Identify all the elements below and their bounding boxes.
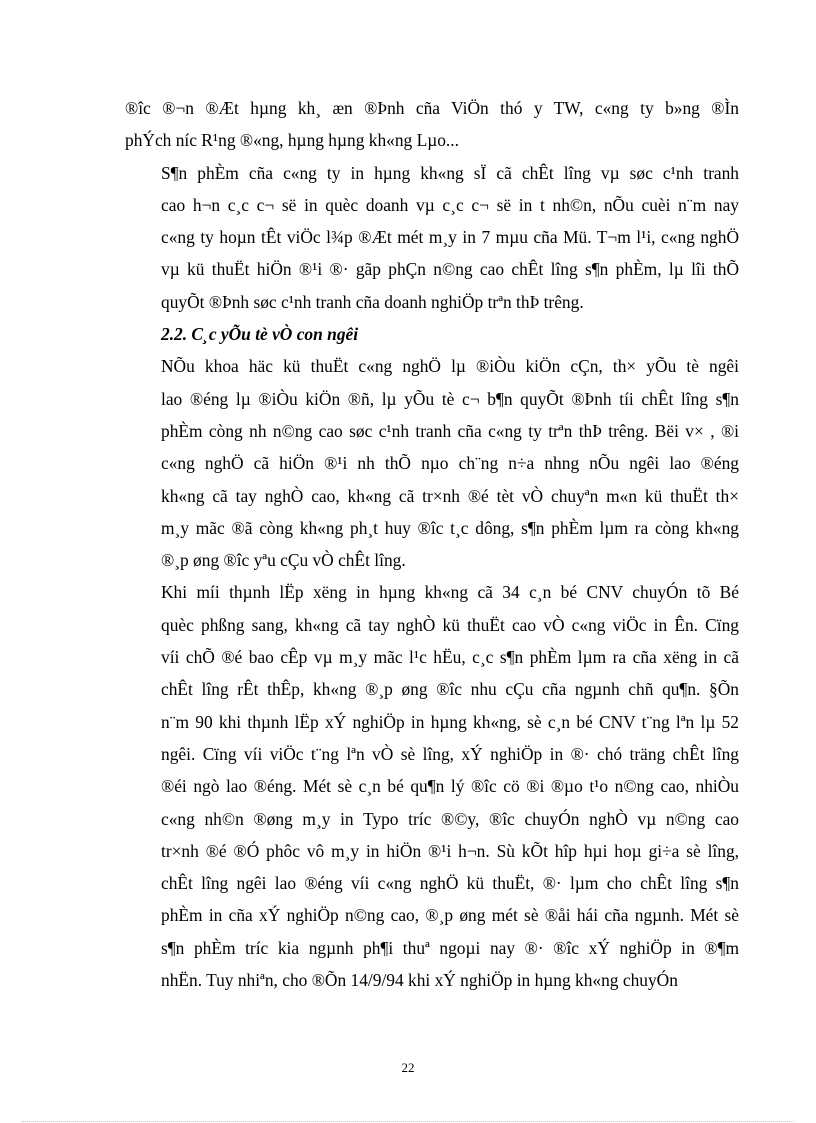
text-line: c«ng nh©n ®øng m¸y in Typo tríc ®©y, ®îc chuyÓn nghÒ vµ n©ng cao [161,808,739,829]
text-line: phÈm còng nh n©ng cao søc c¹nh tranh cña c«ng ty trªn thÞ trêng. Bëi v× , ®i [161,420,739,441]
text-line: ngêi. Cïng víi viÖc t¨ng lªn vÒ sè lîng, xÝ nghiÖp in ®· chó träng chÊt lîng [161,743,739,764]
text-line: cao h¬n c¸c c¬ së in quèc doanh vµ c¸c c¬ së in t nh©n, nÕu cuèi n¨m nay [161,194,739,215]
text-line: NÕu khoa häc kü thuËt c«ng nghÖ lµ ®iÒu kiÖn cÇn, th× yÕu tè ngêi [161,356,739,377]
text-line: s¶n phÈm tríc kia ngµnh ph¶i thuª ngoµi nay ®· ®îc xÝ nghiÖp in ®¶m [161,937,739,958]
section-heading: 2.2. C¸c yÕu tè vÒ con ngêi [161,324,359,345]
text-line: ®îc ®¬n ®Æt hµng kh¸ æn ®Þnh cña ViÖn thó y TW, c«ng ty b»ng ®Ìn [125,98,739,118]
paragraph [125,350,739,576]
text-line: c«ng ty hoµn tÊt viÖc l¾p ®Æt mét m¸y in 7 mµu cña Mü. T¬m l¹i, c«ng nghÖ [161,227,739,248]
paragraph [125,92,739,157]
text-line: víi chÕ ®é bao cÊp vµ m¸y mãc l¹c hËu, c¸c s¶n phÈm lµm ra cña xëng in cã [161,647,739,668]
text-line: kh«ng cã tay nghÒ cao, kh«ng cã tr×nh ®é tèt vÒ chuyªn m«n kü thuËt th× [161,485,739,506]
text-line: tr×nh ®é ®Ó phôc vô m¸y in hiÖn ®¹i h¬n. Sù kÕt hîp hµi hoµ gi÷a sè lîng, [161,840,739,861]
text-line: phÝch níc R¹ng ®«ng, hµng hµng kh«ng Lµo... [125,130,459,151]
text-line: ®¸p øng ®îc yªu cÇu vÒ chÊt lîng. [161,550,406,571]
body-text [125,92,739,996]
text-line: c«ng nghÖ cã hiÖn ®¹i nh thÕ nµo ch¨ng n÷a nhng nÕu ngêi lao ®éng [161,453,739,474]
text-line: nhËn. Tuy nhiªn, cho ®Õn 14/9/94 khi xÝ nghiÖp in hµng kh«ng chuyÓn [161,970,678,991]
page-bottom-rule [22,1121,794,1122]
text-line: vµ kü thuËt hiÖn ®¹i ®· gãp phÇn n©ng cao chÊt lîng s¶n phÈm, lµ lîi thÕ [161,259,739,280]
text-line: phÈm in cña xÝ nghiÖp n©ng cao, ®¸p øng mét sè ®åi hái cña ngµnh. Mét sè [161,905,739,926]
paragraph [125,157,739,318]
text-line: m¸y mãc ®ã còng kh«ng ph¸t huy ®îc t¸c dông, s¶n phÈm lµm ra còng kh«ng [161,517,739,538]
text-line: chÊt lîng ngêi lao ®éng víi c«ng nghÖ kü thuËt, ®· lµm cho chÊt lîng s¶n [161,873,739,894]
text-line: Khi míi thµnh lËp xëng in hµng kh«ng cã 34 c¸n bé CNV chuyÓn tõ Bé [161,582,739,603]
text-line: lao ®éng lµ ®iÒu kiÖn ®ñ, lµ yÕu tè c¬ b¶n quyÕt ®Þnh tíi chÊt lîng s¶n [161,388,739,409]
text-line: chÊt lîng rÊt thÊp, kh«ng ®¸p øng ®îc nhu cÇu cña ngµnh chñ qu¶n. §Õn [161,679,739,700]
text-line: quyÕt ®Þnh søc c¹nh tranh cña doanh nghiÖp trªn thÞ trêng. [161,291,584,312]
page-number: 22 [401,1060,415,1075]
text-line: quèc phßng sang, kh«ng cã tay nghÒ kü thuËt cao vÒ c«ng viÖc in Ên. Cïng [161,614,739,635]
text-line: S¶n phÈm cña c«ng ty in hµng kh«ng sÏ cã chÊt lîng vµ søc c¹nh tranh [161,162,739,183]
text-line: ®éi ngò lao ®éng. Mét sè c¸n bé qu¶n lý ®îc cö ®i ®µo t¹o n©ng cao, nhiÒu [161,776,739,797]
text-line: n¨m 90 khi thµnh lËp xÝ nghiÖp in hµng kh«ng, sè c¸n bé CNV t¨ng lªn lµ 52 [161,711,739,732]
paragraph [125,576,739,996]
